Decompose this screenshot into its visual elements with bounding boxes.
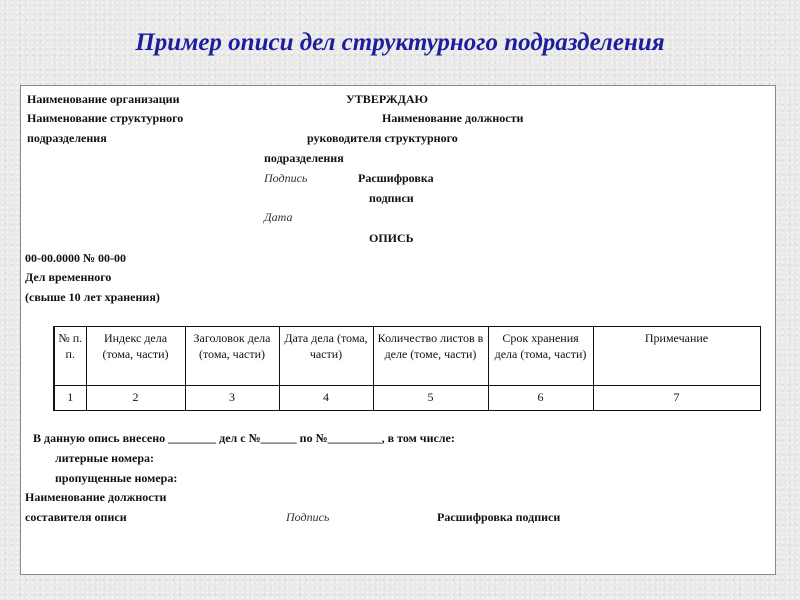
table-header-row [54,327,760,386]
approval-title: УТВЕРЖДАЮ [346,92,429,106]
approval-date: Дата [264,210,293,224]
inventory-kind-line1: Дел временного [25,270,112,284]
table-header-cell: Индекс дела (тома, части) [86,327,185,386]
table-header-cell: Примечание [593,327,760,386]
footer-position-line2: составителя описи [25,510,127,524]
table-cell: 2 [86,386,185,411]
footer-summary: В данную опись внесено ________ дел с №______ по №_________, в том числе: [33,431,455,445]
footer-position-line1: Наименование должности [25,490,167,504]
table-cell: 4 [279,386,373,411]
organization-name-label: Наименование организации [27,92,180,106]
footer-letter-numbers: литерные номера: [55,451,155,465]
table-header-cell: Количество листов в деле (томе, части) [373,327,488,386]
approval-signature: Подпись [264,171,308,185]
page-title: Пример описи дел структурного подразделения [135,29,665,56]
inventory-heading: ОПИСЬ [369,231,414,245]
inventory-number: 00-00.0000 № 00-00 [25,251,127,265]
approval-decryption-line2: подписи [369,191,414,205]
table-cell: 1 [54,386,86,411]
table-header-cell: Срок хранения дела (тома, части) [488,327,593,386]
approval-position-line3: подразделения [264,151,344,165]
table-cell: 7 [593,386,760,411]
footer-decryption: Расшифровка подписи [437,510,561,524]
table-header-cell: № п. п. [54,327,86,386]
table-cell: 3 [185,386,279,411]
approval-decryption-line1: Расшифровка [358,171,434,185]
footer-skipped-numbers: пропущенные номера: [55,471,178,485]
approval-position-line2: руководителя структурного [307,131,458,145]
table-header-cell: Дата дела (тома, части) [279,327,373,386]
table-row [54,386,760,411]
structural-unit-label-line2: подразделения [27,131,107,145]
approval-position-line1: Наименование должности [382,111,524,125]
inventory-kind-line2: (свыше 10 лет хранения) [25,290,160,304]
inventory-table [53,326,761,411]
table-cell: 6 [488,386,593,411]
document-form [20,85,776,575]
table-header-cell: Заголовок дела (тома, части) [185,327,279,386]
structural-unit-label-line1: Наименование структурного [27,111,184,125]
table-cell: 5 [373,386,488,411]
footer-signature: Подпись [286,510,330,524]
